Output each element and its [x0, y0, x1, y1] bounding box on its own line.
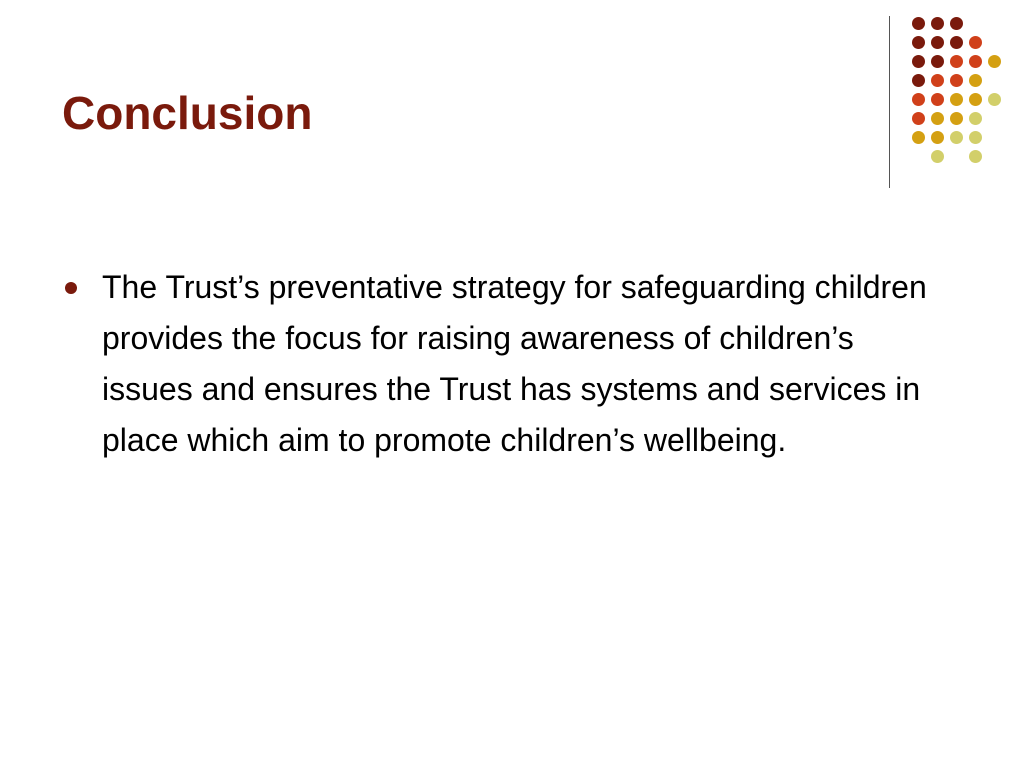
decorative-dot-icon [912, 112, 925, 125]
decorative-dot-icon [950, 17, 963, 30]
decorative-dot-icon [988, 93, 1001, 106]
decorative-dot-icon [912, 17, 925, 30]
decorative-dot-icon [950, 93, 963, 106]
decorative-dot-icon [969, 36, 982, 49]
decorative-dot-icon [950, 55, 963, 68]
decorative-dot-icon [950, 36, 963, 49]
decorative-dot-icon [969, 93, 982, 106]
decorative-dot-icon [912, 93, 925, 106]
decorative-dot-icon [988, 55, 1001, 68]
bullet-dot-icon [65, 282, 77, 294]
decorative-dot-icon [931, 74, 944, 87]
decorative-dot-icon [950, 112, 963, 125]
decorative-dot-icon [912, 36, 925, 49]
bullet-list [62, 262, 942, 466]
decorative-dot-icon [912, 131, 925, 144]
decorative-dot-icon [931, 17, 944, 30]
decorative-dot-icon [931, 112, 944, 125]
decorative-dot-icon [931, 55, 944, 68]
decorative-dot-icon [950, 131, 963, 144]
decorative-dot-icon [969, 150, 982, 163]
decorative-dot-icon [931, 131, 944, 144]
decorative-dot-icon [969, 112, 982, 125]
decorative-dot-icon [931, 150, 944, 163]
decorative-dot-grid [0, 0, 1024, 200]
decorative-dot-icon [931, 93, 944, 106]
bullet-text: The Trust’s preventative strategy for safeguarding children provides the focus for raising awareness of children’s issues and ensures the Trust has systems and services in place which aim to promote children’s wellbeing. [102, 269, 927, 458]
decorative-dot-icon [969, 74, 982, 87]
decorative-dot-icon [969, 131, 982, 144]
decorative-dot-icon [969, 55, 982, 68]
decorative-dot-icon [931, 36, 944, 49]
decorative-dot-icon [912, 74, 925, 87]
slide-title: Conclusion [62, 87, 313, 139]
bullet-item [62, 262, 942, 466]
decorative-dot-icon [912, 55, 925, 68]
decorative-dot-icon [950, 74, 963, 87]
